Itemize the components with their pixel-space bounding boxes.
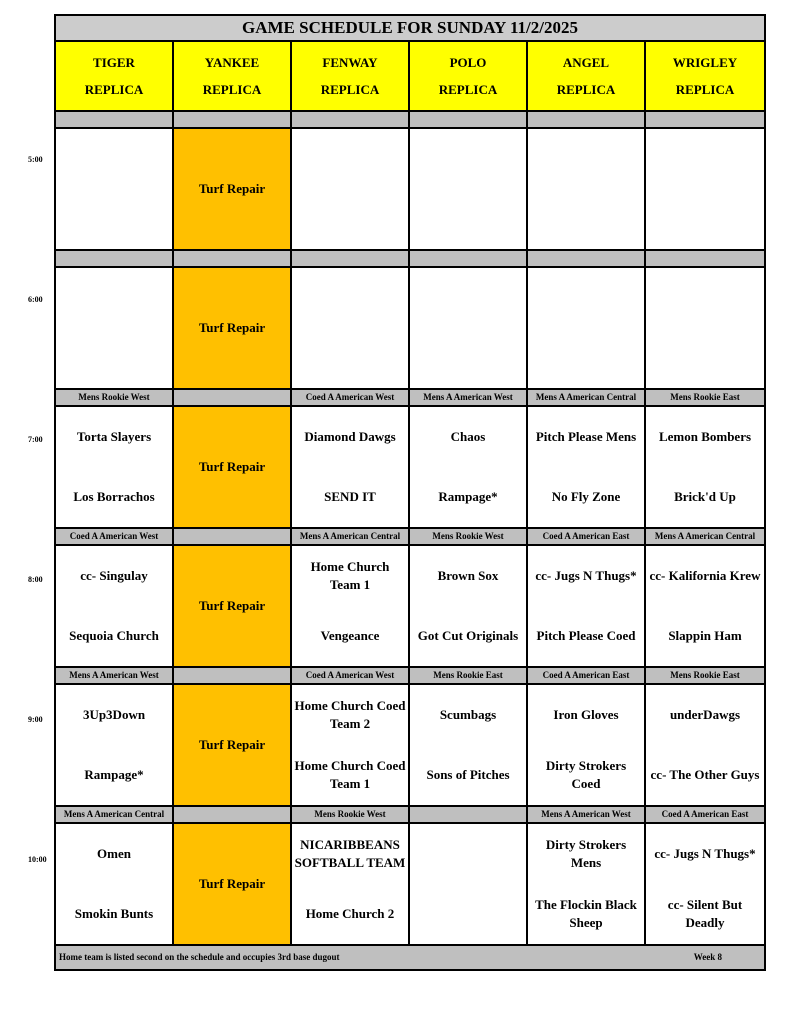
- division-label: Mens A American Central: [292, 529, 410, 546]
- field-header-tiger: [56, 42, 174, 112]
- division-label: Coed A American East: [528, 668, 646, 685]
- division-label: [174, 807, 292, 824]
- away-team: Home Church Team 1: [310, 559, 390, 592]
- away-team: [292, 268, 408, 328]
- away-team: [410, 268, 526, 328]
- home-team: Got Cut Originals: [417, 628, 519, 643]
- time-label: 6:00: [28, 295, 43, 304]
- game-cell: [528, 546, 646, 668]
- division-label-row: [56, 529, 764, 546]
- field-name: WRIGLEY: [672, 55, 738, 70]
- division-label: [174, 529, 292, 546]
- away-team: Omen: [97, 846, 131, 861]
- game-row: [56, 407, 764, 529]
- home-team: [292, 328, 408, 388]
- division-label: Mens A American Central: [528, 390, 646, 407]
- game-cell: [56, 407, 174, 529]
- game-cell: [292, 824, 410, 946]
- field-header-row: [56, 42, 764, 112]
- turf-repair-label: Turf Repair: [198, 737, 266, 752]
- field-name: POLO: [449, 55, 487, 70]
- division-label: Mens Rookie East: [410, 668, 528, 685]
- away-team: cc- Kalifornia Krew: [649, 568, 761, 583]
- game-cell: [292, 546, 410, 668]
- division-label: [174, 668, 292, 685]
- field-subtitle: REPLICA: [675, 82, 735, 97]
- division-label: [528, 112, 646, 129]
- away-team: [410, 824, 526, 884]
- game-row: [56, 685, 764, 807]
- home-team: [646, 189, 764, 249]
- week-label: Week 8: [693, 952, 722, 962]
- division-label: Coed A American East: [528, 529, 646, 546]
- away-team: Torta Slayers: [76, 429, 152, 444]
- away-team: [410, 129, 526, 189]
- home-team: [528, 189, 644, 249]
- away-team: [646, 129, 764, 189]
- turf-repair-cell: [174, 129, 292, 251]
- division-label-row: [56, 807, 764, 824]
- division-label: Mens A American West: [410, 390, 528, 407]
- home-team: [410, 189, 526, 249]
- away-team: Home Church Coed Team 2: [294, 698, 406, 731]
- home-team: [410, 328, 526, 388]
- turf-repair-label: Turf Repair: [198, 876, 266, 891]
- time-label: 5:00: [28, 155, 43, 164]
- game-cell: [646, 129, 764, 251]
- home-team: Brick'd Up: [674, 489, 736, 504]
- game-cell: [646, 546, 764, 668]
- away-team: cc- Jugs N Thugs*: [535, 568, 637, 583]
- game-cell: [410, 129, 528, 251]
- home-team: Los Borrachos: [73, 489, 155, 504]
- turf-repair-cell: [174, 407, 292, 529]
- away-team: [56, 129, 172, 189]
- away-team: Scumbags: [439, 707, 497, 722]
- turf-repair-label: Turf Repair: [198, 181, 266, 196]
- field-header-fenway: [292, 42, 410, 112]
- game-cell: [292, 129, 410, 251]
- home-team: [646, 328, 764, 388]
- home-team: No Fly Zone: [551, 489, 621, 504]
- home-team: Vengeance: [320, 628, 380, 643]
- division-label: Coed A American West: [56, 529, 174, 546]
- field-name: YANKEE: [204, 55, 260, 70]
- game-cell: [528, 685, 646, 807]
- game-cell: [56, 129, 174, 251]
- time-label: 10:00: [28, 855, 47, 864]
- away-team: underDawgs: [669, 707, 741, 722]
- division-label: [174, 112, 292, 129]
- division-label: [56, 251, 174, 268]
- division-label: [410, 112, 528, 129]
- away-team: Chaos: [450, 429, 486, 444]
- division-label: [174, 390, 292, 407]
- footer-band: [56, 946, 764, 969]
- home-team: The Flockin Black Sheep: [535, 897, 637, 930]
- game-cell: [646, 685, 764, 807]
- division-label: [174, 251, 292, 268]
- home-team: Home Church 2: [305, 906, 395, 921]
- home-team: Home Church Coed Team 1: [294, 758, 406, 791]
- game-cell: [410, 685, 528, 807]
- division-label-row: [56, 112, 764, 129]
- game-cell: [56, 824, 174, 946]
- game-cell: [292, 685, 410, 807]
- division-label-row: [56, 668, 764, 685]
- turf-repair-cell: [174, 824, 292, 946]
- away-team: Iron Gloves: [553, 707, 619, 722]
- division-label: Mens A American Central: [56, 807, 174, 824]
- division-label: Mens Rookie East: [646, 668, 764, 685]
- home-team: cc- Silent But Deadly: [667, 897, 743, 930]
- home-team: Pitch Please Coed: [536, 628, 636, 643]
- division-label: Mens A American West: [528, 807, 646, 824]
- home-team: Smokin Bunts: [74, 906, 154, 921]
- home-team: [292, 189, 408, 249]
- division-label: Mens Rookie West: [56, 390, 174, 407]
- division-label: Mens A American West: [56, 668, 174, 685]
- game-cell: [528, 268, 646, 390]
- division-label: Mens Rookie West: [410, 529, 528, 546]
- field-name: TIGER: [93, 55, 135, 70]
- field-header-yankee: [174, 42, 292, 112]
- game-row: [56, 546, 764, 668]
- home-team: Rampage*: [438, 489, 498, 504]
- away-team: [56, 268, 172, 328]
- game-row: [56, 268, 764, 390]
- home-team: Rampage*: [84, 767, 144, 782]
- home-team: [410, 884, 526, 944]
- division-label: [410, 807, 528, 824]
- game-cell: [528, 129, 646, 251]
- game-cell: [646, 407, 764, 529]
- away-team: Dirty Strokers Mens: [545, 837, 627, 870]
- game-cell: [410, 268, 528, 390]
- home-team: [528, 328, 644, 388]
- field-name: FENWAY: [322, 55, 378, 70]
- away-team: [646, 268, 764, 328]
- away-team: Lemon Bombers: [658, 429, 752, 444]
- division-label: Coed A American East: [646, 807, 764, 824]
- time-label: 7:00: [28, 435, 43, 444]
- turf-repair-cell: [174, 685, 292, 807]
- division-label: Mens Rookie West: [292, 807, 410, 824]
- home-team: [56, 189, 172, 249]
- home-team: Dirty Strokers Coed: [545, 758, 627, 791]
- home-team: Sons of Pitches: [426, 767, 510, 782]
- division-label: Mens A American Central: [646, 529, 764, 546]
- division-label: [292, 112, 410, 129]
- field-subtitle: REPLICA: [320, 82, 380, 97]
- division-label: [646, 251, 764, 268]
- turf-repair-cell: [174, 268, 292, 390]
- game-cell: [292, 268, 410, 390]
- away-team: cc- Singulay: [80, 568, 148, 583]
- game-row: [56, 824, 764, 946]
- division-label-row: [56, 251, 764, 268]
- away-team: Brown Sox: [437, 568, 499, 583]
- field-header-angel: [528, 42, 646, 112]
- game-cell: [56, 685, 174, 807]
- field-subtitle: REPLICA: [84, 82, 144, 97]
- away-team: NICARIBBEANS SOFTBALL TEAM: [294, 837, 406, 870]
- away-team: Pitch Please Mens: [535, 429, 637, 444]
- game-cell: [410, 407, 528, 529]
- field-name: ANGEL: [562, 55, 610, 70]
- game-cell: [410, 546, 528, 668]
- game-cell: [410, 824, 528, 946]
- schedule-table: [54, 14, 766, 971]
- division-label-row: [56, 390, 764, 407]
- away-team: cc- Jugs N Thugs*: [654, 846, 756, 861]
- time-label: 8:00: [28, 575, 43, 584]
- turf-repair-cell: [174, 546, 292, 668]
- home-team: SEND IT: [324, 489, 376, 504]
- turf-repair-label: Turf Repair: [198, 320, 266, 335]
- turf-repair-label: Turf Repair: [198, 598, 266, 613]
- home-team: cc- The Other Guys: [650, 767, 760, 782]
- division-label: Mens Rookie East: [646, 390, 764, 407]
- division-label: Coed A American West: [292, 668, 410, 685]
- away-team: [528, 129, 644, 189]
- home-team: [56, 328, 172, 388]
- field-header-wrigley: [646, 42, 764, 112]
- away-team: Diamond Dawgs: [304, 429, 396, 444]
- division-label: [292, 251, 410, 268]
- game-cell: [56, 546, 174, 668]
- division-label: [56, 112, 174, 129]
- game-cell: [528, 407, 646, 529]
- game-cell: [56, 268, 174, 390]
- division-label: Coed A American West: [292, 390, 410, 407]
- game-cell: [646, 824, 764, 946]
- game-cell: [646, 268, 764, 390]
- schedule-title: GAME SCHEDULE FOR SUNDAY 11/2/2025: [56, 16, 764, 42]
- home-team: Sequoia Church: [69, 628, 159, 643]
- game-row: [56, 129, 764, 251]
- away-team: [528, 268, 644, 328]
- field-subtitle: REPLICA: [202, 82, 262, 97]
- field-subtitle: REPLICA: [438, 82, 498, 97]
- time-label: 9:00: [28, 715, 43, 724]
- game-cell: [528, 824, 646, 946]
- division-label: [410, 251, 528, 268]
- game-cell: [292, 407, 410, 529]
- field-header-polo: [410, 42, 528, 112]
- field-subtitle: REPLICA: [556, 82, 616, 97]
- away-team: [292, 129, 408, 189]
- home-team-note: Home team is listed second on the schedule and occupies 3rd base dugout: [59, 952, 340, 962]
- home-team: Slappin Ham: [668, 628, 742, 643]
- division-label: [646, 112, 764, 129]
- division-label: [528, 251, 646, 268]
- away-team: 3Up3Down: [82, 707, 146, 722]
- turf-repair-label: Turf Repair: [198, 459, 266, 474]
